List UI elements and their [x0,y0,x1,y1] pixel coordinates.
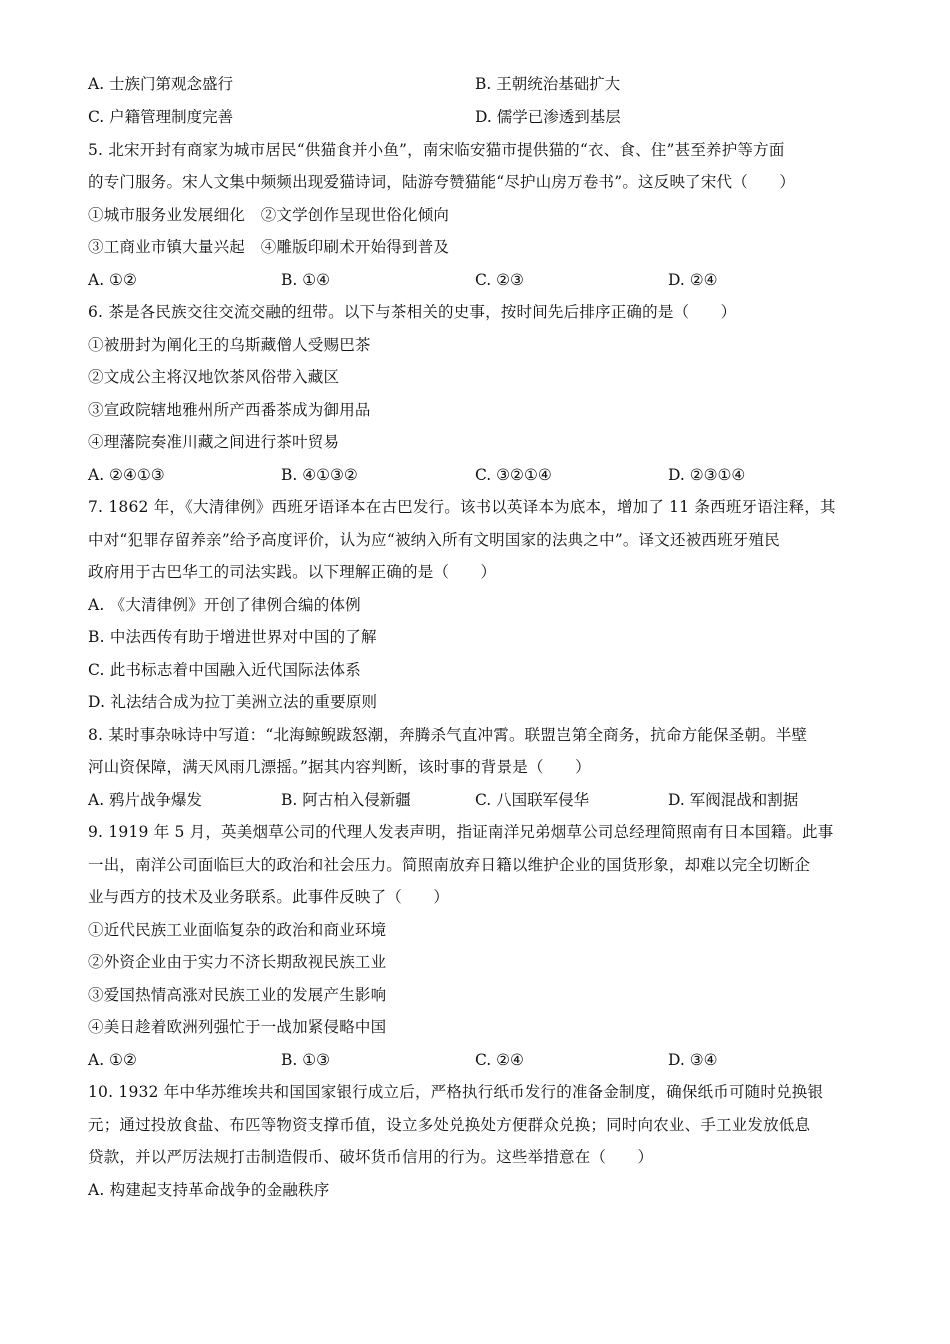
q7-stem-line: 中对“犯罪存留养亲”给予高度评价，认为应“被纳入所有文明国家的法典之中”。译文还被西班牙殖民 [88,531,780,549]
q9-option-d: D. ③④ [668,1051,718,1069]
q9-stem-line: 一出，南洋公司面临巨大的政治和社会压力。简照南放弃日籍以维护企业的国货形象，却难以完全切断企 [88,856,811,874]
q5-item: ①城市服务业发展细化 ②文学创作呈现世俗化倾向 [88,206,450,224]
q5-stem-line: 的专门服务。宋人文集中频频出现爱猫诗词，陆游夸赞猫能“尽护山房万卷书”。这反映了宋代（ ） [88,173,796,191]
q9-item: ③爱国热情高涨对民族工业的发展产生影响 [88,986,387,1004]
q9-option-c: C. ②④ [475,1051,524,1069]
q9-item: ④美日趁着欧洲列强忙于一战加紧侵略中国 [88,1018,387,1036]
q9-stem-line: 业与西方的技术及业务联系。此事件反映了（ ） [88,888,450,906]
q7-option-d: D. 礼法结合成为拉丁美洲立法的重要原则 [88,693,378,711]
q7-stem-line: 7. 1862 年，《大清律例》西班牙语译本在古巴发行。该书以英译本为底本，增加了 11 条西班牙语注释，其 [88,498,836,516]
q4-option-b: B. 王朝统治基础扩大 [475,75,621,93]
q10-option-a: A. 构建起支持革命战争的金融秩序 [88,1181,330,1199]
q9-stem-line: 9. 1919 年 5 月，英美烟草公司的代理人发表声明，指证南洋兄弟烟草公司总经理简照南有日本国籍。此事 [88,823,834,841]
q6-item: ③宣政院辖地雅州所产西番茶成为御用品 [88,401,371,419]
q6-item: ①被册封为阐化王的乌斯藏僧人受赐巴茶 [88,336,371,354]
q8-stem-line: 8. 某时事杂咏诗中写道：“北海鲸鲵跋怒潮，奔腾杀气直冲霄。联盟岂第全商务，抗命方能保圣朝。半壁 [88,726,808,744]
q7-stem-line: 政府用于古巴华工的司法实践。以下理解正确的是（ ） [88,563,497,581]
q4-option-a: A. 士族门第观念盛行 [88,75,234,93]
q9-option-b: B. ①③ [281,1051,331,1069]
q9-item: ②外资企业由于实力不济长期敌视民族工业 [88,953,387,971]
q10-stem-line: 元；通过投放食盐、布匹等物资支撑币值，设立多处兑换处方便群众兑换；同时向农业、手工业发放低息 [88,1116,811,1134]
q6-stem-line: 6. 茶是各民族交往交流交融的纽带。以下与茶相关的史事，按时间先后排序正确的是（ ） [88,303,737,321]
q10-stem-line: 10. 1932 年中华苏维埃共和国国家银行成立后，严格执行纸币发行的准备金制度，确保纸币可随时兑换银 [88,1083,824,1101]
q5-option-b: B. ①④ [281,271,331,289]
q8-option-c: C. 八国联军侵华 [475,791,590,809]
q9-option-a: A. ①② [88,1051,137,1069]
q5-option-a: A. ①② [88,271,137,289]
q8-option-b: B. 阿古柏入侵新疆 [281,791,411,809]
q4-option-c: C. 户籍管理制度完善 [88,108,234,126]
q8-stem-line: 河山资保障，满天风雨几漂摇。”据其内容判断，该时事的背景是（ ） [88,758,591,776]
q4-option-d: D. 儒学已渗透到基层 [475,108,621,126]
q6-option-b: B. ④①③② [281,466,358,484]
q7-option-a: A. 《大清律例》开创了律例合编的体例 [88,596,361,614]
q5-option-d: D. ②④ [668,271,718,289]
q7-option-b: B. 中法西传有助于增进世界对中国的了解 [88,628,377,646]
q8-option-a: A. 鸦片战争爆发 [88,791,203,809]
q6-option-d: D. ②③①④ [668,466,746,484]
q6-option-c: C. ③②①④ [475,466,552,484]
q9-item: ①近代民族工业面临复杂的政治和商业环境 [88,921,387,939]
q6-item: ④理藩院奏准川藏之间进行茶叶贸易 [88,433,340,451]
q6-option-a: A. ②④①③ [88,466,165,484]
q10-stem-line: 贷款，并以严厉法规打击制造假币、破坏货币信用的行为。这些举措意在（ ） [88,1148,654,1166]
q5-option-c: C. ②③ [475,271,524,289]
q6-item: ②文成公主将汉地饮茶风俗带入藏区 [88,368,340,386]
q5-stem-line: 5. 北宋开封有商家为城市居民“供猫食并小鱼”，南宋临安猫市提供猫的“衣、食、住”甚至养护等方面 [88,141,785,159]
q5-item: ③工商业市镇大量兴起 ④雕版印刷术开始得到普及 [88,238,450,256]
q8-option-d: D. 军阀混战和割据 [668,791,799,809]
q7-option-c: C. 此书标志着中国融入近代国际法体系 [88,661,361,679]
